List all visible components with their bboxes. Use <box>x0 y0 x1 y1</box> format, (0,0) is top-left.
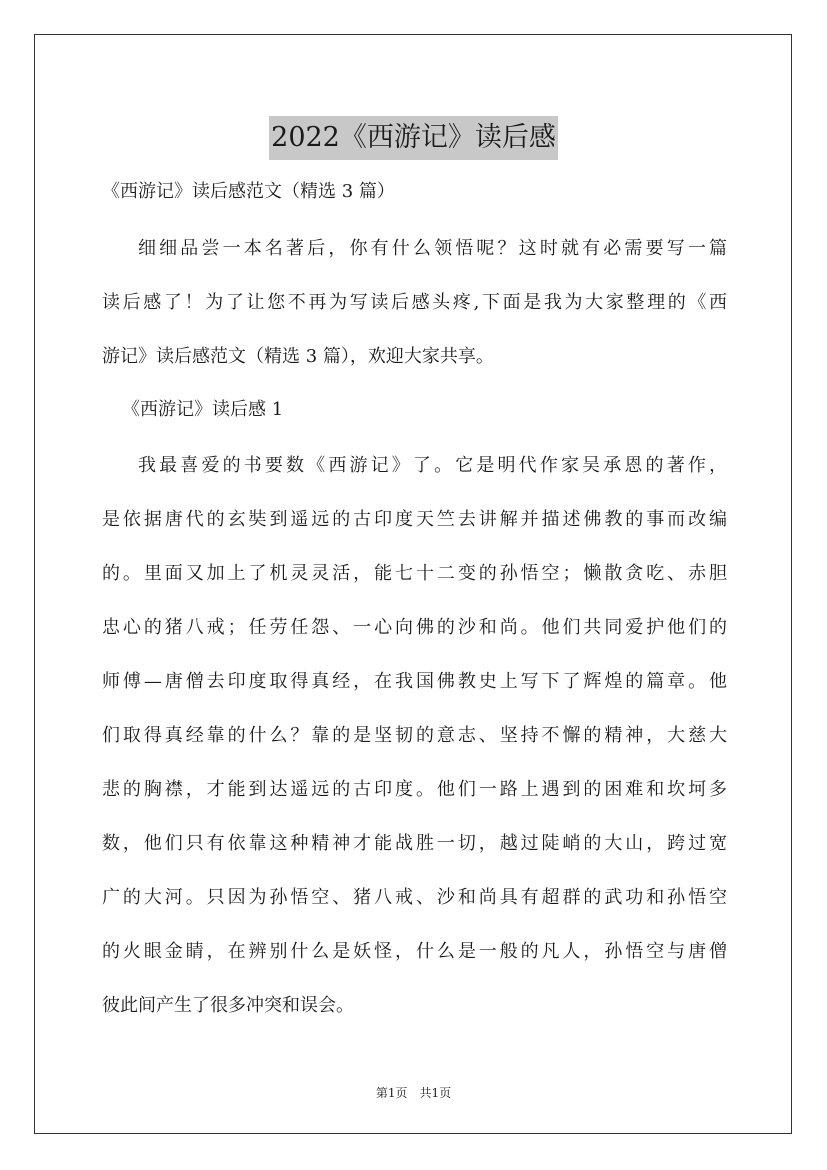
page-footer: 第1页 共1页 <box>375 1086 452 1100</box>
body-line: 广的大河。只因为孙悟空、猪八戒、沙和尚具有超群的武功和孙悟空 <box>102 887 727 908</box>
intro-line: 细细品尝一本名著后，你有什么领悟呢？这时就有必需要写一篇 <box>138 238 727 259</box>
body-paragraph <box>102 456 727 1050</box>
body-line: 悲的胸襟，才能到达遥远的古印度。他们一路上遇到的困难和坎坷多 <box>102 779 727 800</box>
section-heading: 《西游记》读后感 1 <box>122 399 284 420</box>
intro-line: 游记》读后感范文（精选 3 篇），欢迎大家共享。 <box>102 346 494 367</box>
intro-line: 读后感了！为了让您不再为写读后感头疼,下面是我为大家整理的《西 <box>102 292 727 313</box>
body-line: 是依据唐代的玄奘到遥远的古印度天竺去讲解并描述佛教的事而改编 <box>102 509 727 530</box>
title-container <box>0 98 827 178</box>
body-line: 的。里面又加上了机灵灵活，能七十二变的孙悟空；懒散贪吃、赤胆 <box>102 563 727 584</box>
body-line: 数，他们只有依靠这种精神才能战胜一切，越过陡峭的大山，跨过宽 <box>102 833 727 854</box>
body-line: 的火眼金睛，在辨别什么是妖怪，什么是一般的凡人，孙悟空与唐僧 <box>102 941 727 962</box>
body-line: 们取得真经靠的什么？靠的是坚韧的意志、坚持不懈的精神，大慈大 <box>102 725 727 746</box>
body-line: 忠心的猪八戒；任劳任怨、一心向佛的沙和尚。他们共同爱护他们的 <box>102 617 727 638</box>
body-line: 师傅—唐僧去印度取得真经，在我国佛教史上写下了辉煌的篇章。他 <box>102 671 727 692</box>
body-line: 彼此间产生了很多冲突和误会。 <box>102 995 354 1016</box>
document-title: 2022《西游记》读后感 <box>269 116 558 160</box>
body-line: 我最喜爱的书要数《西游记》了。它是明代作家吴承恩的著作， <box>138 455 727 476</box>
document-subtitle: 《西游记》读后感范文（精选 3 篇） <box>102 181 395 202</box>
intro-paragraph <box>102 239 727 401</box>
